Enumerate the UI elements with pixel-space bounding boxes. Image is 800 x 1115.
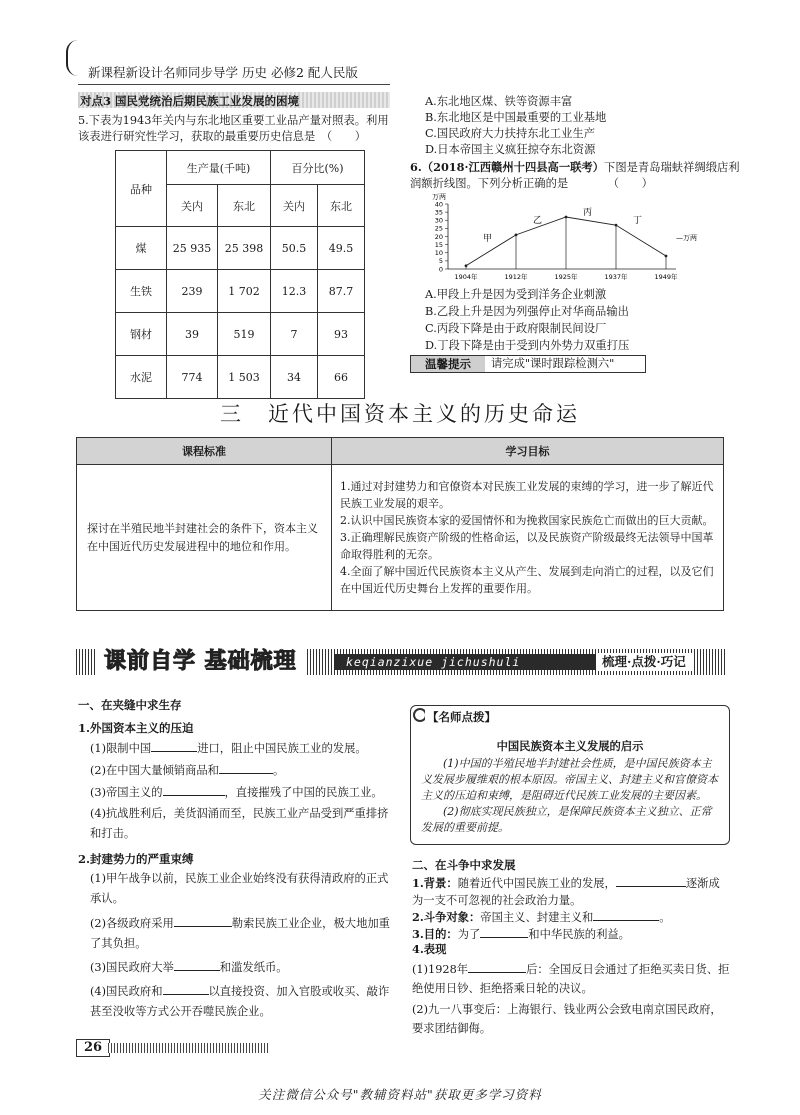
section-banner [76,645,726,679]
table-row: 钢材 39 519 7 93 [116,313,365,356]
data-point [465,264,468,267]
th-output: 生产量(千吨) [167,151,271,185]
y-tick-label: 0 [438,265,443,274]
y-tick-label: 35 [434,208,443,217]
fill-blank[interactable] [174,913,232,927]
goal-item: 2.认识中国民族资本家的爱国情怀和为挽救国家民族危亡而做出的巨大贡献。 [340,514,714,527]
th-percent: 百分比(%) [271,151,365,185]
goal-item: 4.全面了解中国近代民族资本主义从产生、发展到走向消亡的过程，以及它们在中国近代历史舞台上发挥的重要作用。 [340,565,714,595]
q5-option-d[interactable]: D.日本帝国主义疯狂掠夺东北资源 [425,143,596,156]
th-ne-1: 东北 [218,185,271,227]
question-5: 5.下表为1943年关内与东北地区重要工业品产量对照表。利用该表进行研究性学习，获取的最重要历史信息是 （ ） [78,114,389,143]
profit-line-chart [408,190,708,282]
segment-label: 丁 [633,216,643,227]
fill-blank[interactable] [468,959,526,973]
segment-label: 甲 [483,233,493,244]
tip-box [410,355,646,373]
teacher-tip-p2: (2)彻底实现民族独立，是保障民族资本主义独立、正常发展的重要前提。 [421,805,712,834]
header-rule [78,84,390,85]
th-ne-2: 东北 [318,185,365,227]
header-bracket [66,40,80,76]
heading-1: 一、在夹缝中求生存 [78,698,182,712]
banner-pinyin: keqianzixue jichushuli [334,654,664,670]
goal-item: 1.通过对封建势力和官僚资本对民族工业发展的束缚的学习，进一步了解近代民族工业发展的艰辛。 [340,480,714,510]
th-goals: 学习目标 [332,438,724,465]
q6-option-c[interactable]: C.丙段下降是由于政府限制民间设厂 [425,322,607,335]
heading-2: 二、在斗争中求发展 [412,858,516,872]
teacher-tip-header: 【名师点拨】 [427,710,496,724]
section-title: 三 近代中国资本主义的历史命运 [220,402,580,426]
target-item: 2.斗争对象：帝国主义、封建主义和 。 [412,907,730,926]
banner-tag: 梳理·点拨·巧记 [596,653,692,671]
show-item-2: (2)九一八事变后：上海银行、钱业两公会致电南京国民政府，要求团结御侮。 [412,1003,722,1035]
y-tick-label: 30 [434,216,443,225]
q6-option-d[interactable]: D.丁段下降是由于受到内外势力双重打压 [425,339,630,352]
y-tick-label: 20 [434,232,443,241]
x-tick-label: 1937年 [604,273,628,281]
page-number: 26 [76,1039,110,1057]
th-inner-1: 关内 [167,185,218,227]
data-point [565,216,568,219]
question-6-source: 6.（2018·江西赣州十四县高一联考） [410,160,605,174]
q5-option-c[interactable]: C.国民政府大力扶持东北工业生产 [425,127,595,140]
x-tick-label: 1925年 [554,273,578,281]
y-tick-label: 15 [434,240,443,249]
y-tick-label: 40 [434,200,443,209]
q5-option-a[interactable]: A.东北地区煤、铁等资源丰富 [425,95,573,108]
teacher-tip-box [410,705,730,845]
s2-item-4: (4)国民政府和 以直接投资、加入官股或收买、敲诈甚至没收等方式公开吞噬民族企业。 [90,981,390,1022]
goals-cell [332,465,724,611]
y-tick-label: 10 [434,249,443,258]
teacher-tip-p1: (1)中国的半殖民地半封建社会性质，是中国民族资本主义发展步履维艰的根本原因。帝国主义、封建主义和官僚资本主义的压迫和束缚，是阻碍近代民族工业发展的主要因素。 [421,757,718,802]
data-point [515,233,518,236]
standards-table [76,437,724,611]
fill-blank[interactable] [616,873,686,887]
x-tick-label: 1904年 [454,273,478,281]
segment-label: 丙 [583,208,593,218]
running-header: 新课程新设计名师同步导学 历史 必修2 配人民版 [88,65,358,80]
y-tick-label: 25 [434,224,443,233]
teacher-tip-body [421,756,721,836]
th-standard: 课程标准 [77,438,332,465]
x-tick-label: 1949年 [654,273,678,281]
th-inner-2: 关内 [271,185,318,227]
fill-blank[interactable] [151,738,197,752]
s2-item-1: (1)甲午战争以前，民族工业企业始终没有获得清政府的正式承认。 [90,872,389,905]
q6-option-a[interactable]: A.甲段上升是因为受到洋务企业刺激 [425,288,607,301]
fill-blank[interactable] [480,924,528,938]
x-tick-label: 1912年 [504,273,528,281]
show-heading: 4.表现 [412,942,447,956]
fill-blank[interactable] [163,981,209,995]
data-point [615,224,618,227]
s2-item-2: (2)各级政府采用 勒索民族工业企业，极大地加重了其负担。 [90,913,390,954]
standard-text: 探讨在半殖民地半封建社会的条件下，资本主义在中国近代历史发展进程中的地位和作用。 [77,465,332,611]
subheading-2: 2.封建势力的严重束缚 [78,852,194,866]
point-heading: 对点3 国民党统治后期民族工业发展的困境 [80,94,300,108]
subheading-1: 1.外国资本主义的压迫 [78,721,194,735]
show-item-1: (1)1928年 后：全国反日会通过了拒绝买卖日货、拒绝使用日钞、拒绝搭乘日轮的决议。 [412,959,730,998]
s1-item-3: (3)帝国主义的 ，直接摧残了中国的民族工业。 [90,782,390,803]
page-number-bar [108,1043,268,1053]
goal-item: 3.目的：为了 和中华民族的利益。 [412,924,730,943]
question-6 [410,159,740,192]
s2-item-3: (3)国民政府大举 和滥发纸币。 [90,957,390,978]
s1-item-1: (1)限制中国 进口，阻止中国民族工业的发展。 [90,738,390,759]
table-row: 水泥 774 1 503 34 66 [116,356,365,399]
fill-blank[interactable] [163,782,225,796]
segment-label: 乙 [533,216,543,226]
banner-title: 课前自学 基础梳理 [96,645,305,679]
data-point [665,255,668,258]
table-row: 煤 25 935 25 398 50.5 49.5 [116,227,365,270]
production-table [115,150,365,399]
tip-label: 温馨提示 [411,356,485,372]
q5-option-b[interactable]: B.东北地区是中国最重要的工业基地 [425,111,607,124]
th-variety: 品种 [116,151,167,227]
footer-note: 关注微信公众号"教辅资料站"获取更多学习资料 [258,1087,542,1102]
table-row: 生铁 239 1 702 12.3 87.7 [116,270,365,313]
fill-blank[interactable] [219,760,273,774]
legend: —万两 [676,234,697,242]
s1-item-4: (4)抗战胜利后，美货泅涌而至，民族工业产品受到严重排挤和打击。 [90,807,389,840]
fill-blank[interactable] [593,907,659,921]
s1-item-2: (2)在中国大量倾销商品和 。 [90,760,390,781]
fill-blank[interactable] [174,957,220,971]
goal-item: 3.正确理解民族资产阶级的性格命运，以及民族资产阶级最终无法领导中国革命取得胜利的无奈。 [340,531,714,561]
tip-text: 请完成"课时跟踪检测六" [491,357,615,370]
y-axis-label: 万两 [432,193,446,201]
question-6-text: 下图是青岛瑞蚨祥绸缎店利润额折线图。下列分析正确的是 （ ） [410,161,740,190]
y-tick-label: 5 [438,257,443,266]
background-item: 1.背景：随着近代中国民族工业的发展， 逐渐成为一支不可忽视的社会政治力量。 [412,873,730,909]
q6-option-b[interactable]: B.乙段上升是因为列强停止对华商品输出 [425,305,629,318]
teacher-tip-title: 中国民族资本主义发展的启示 [496,739,644,753]
